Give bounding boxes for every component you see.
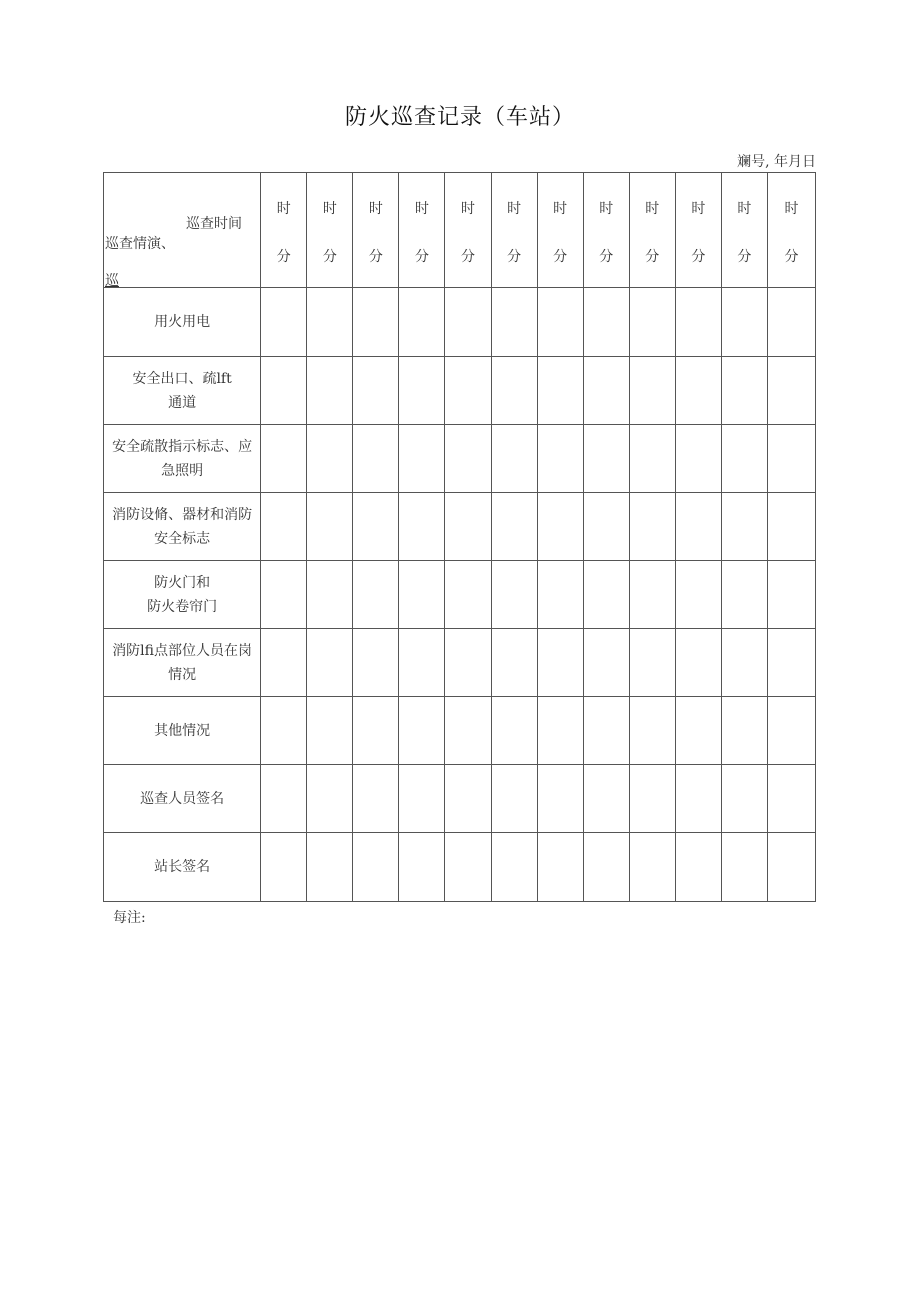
record-entry-cell[interactable] — [307, 561, 353, 629]
time-header-cell — [675, 173, 721, 288]
row-label-cell — [104, 697, 261, 765]
hour-label: 时 — [691, 201, 706, 217]
record-entry-cell[interactable] — [261, 561, 307, 629]
record-entry-cell[interactable] — [537, 833, 583, 902]
record-entry-cell[interactable] — [629, 493, 675, 561]
minute-label: 分 — [414, 249, 429, 265]
record-entry-cell[interactable] — [445, 833, 491, 902]
inspection-underlined-label: 巡 — [105, 273, 119, 289]
record-entry-cell[interactable] — [583, 493, 629, 561]
record-entry-cell[interactable] — [675, 629, 721, 697]
row-label-cell — [104, 629, 261, 697]
record-entry-cell[interactable] — [721, 629, 767, 697]
record-entry-cell[interactable] — [537, 288, 583, 357]
table-row — [104, 765, 816, 833]
time-header-cell — [491, 173, 537, 288]
record-entry-cell[interactable] — [675, 765, 721, 833]
time-header-cell — [537, 173, 583, 288]
table-row — [104, 425, 816, 493]
record-entry-cell[interactable] — [537, 629, 583, 697]
row-label-line: 巡查人员签名 — [140, 790, 225, 807]
record-entry-cell[interactable] — [445, 425, 491, 493]
record-entry-cell[interactable] — [583, 833, 629, 902]
time-header-cell — [307, 173, 353, 288]
record-entry-cell[interactable] — [307, 493, 353, 561]
record-entry-cell[interactable] — [261, 425, 307, 493]
record-entry-cell[interactable] — [537, 493, 583, 561]
time-header-cell — [583, 173, 629, 288]
record-entry-cell[interactable] — [491, 697, 537, 765]
minute-label: 分 — [553, 249, 568, 265]
record-entry-cell[interactable] — [675, 833, 721, 902]
record-entry-cell[interactable] — [307, 697, 353, 765]
table-row — [104, 288, 816, 357]
row-label-cell — [104, 357, 261, 425]
record-entry-cell[interactable] — [353, 765, 399, 833]
record-entry-cell[interactable] — [353, 561, 399, 629]
inspection-item-label: 巡查情演、 — [105, 236, 175, 252]
record-number-date: 斓号, 年月日 — [737, 154, 816, 170]
corner-header-cell — [104, 173, 261, 288]
inspection-table — [103, 172, 816, 902]
record-entry-cell[interactable] — [767, 425, 815, 493]
row-label-cell — [104, 493, 261, 561]
record-entry-cell[interactable] — [767, 765, 815, 833]
hour-label: 时 — [737, 201, 752, 217]
minute-label: 分 — [737, 249, 752, 265]
time-header-cell — [445, 173, 491, 288]
record-entry-cell[interactable] — [583, 561, 629, 629]
table-row — [104, 561, 816, 629]
time-header-cell — [261, 173, 307, 288]
time-header-cell — [721, 173, 767, 288]
record-entry-cell[interactable] — [629, 561, 675, 629]
record-entry-cell[interactable] — [583, 288, 629, 357]
record-entry-cell[interactable] — [445, 357, 491, 425]
record-entry-cell[interactable] — [445, 561, 491, 629]
minute-label: 分 — [461, 249, 475, 265]
minute-label: 分 — [691, 249, 706, 265]
record-entry-cell[interactable] — [491, 561, 537, 629]
row-label-line: 防火卷帘门 — [147, 598, 218, 615]
record-entry-cell[interactable] — [445, 697, 491, 765]
row-label-line: 安全疏散指示标志、应 — [112, 438, 253, 455]
record-entry-cell[interactable] — [675, 493, 721, 561]
record-entry-cell[interactable] — [261, 697, 307, 765]
record-entry-cell[interactable] — [307, 833, 353, 902]
minute-label: 分 — [599, 249, 614, 265]
record-entry-cell[interactable] — [721, 425, 767, 493]
record-entry-cell[interactable] — [353, 357, 399, 425]
record-entry-cell[interactable] — [399, 493, 445, 561]
inspection-time-label: 巡查时间 — [186, 216, 242, 232]
record-entry-cell[interactable] — [537, 561, 583, 629]
row-label-line: 情况 — [168, 666, 197, 683]
row-label-line: 用火用电 — [154, 314, 211, 330]
record-entry-cell[interactable] — [767, 493, 815, 561]
record-entry-cell[interactable] — [721, 288, 767, 357]
record-entry-cell[interactable] — [445, 493, 491, 561]
row-label-line: 通道 — [168, 394, 197, 411]
record-entry-cell[interactable] — [721, 493, 767, 561]
record-entry-cell[interactable] — [491, 629, 537, 697]
time-header-cell — [353, 173, 399, 288]
row-label-line: 站长签名 — [154, 859, 211, 875]
hour-label: 时 — [507, 201, 522, 217]
record-entry-cell[interactable] — [307, 765, 353, 833]
hour-label: 时 — [322, 201, 337, 217]
row-label-cell — [104, 833, 261, 902]
record-entry-cell[interactable] — [629, 765, 675, 833]
record-entry-cell[interactable] — [399, 288, 445, 357]
record-entry-cell[interactable] — [629, 357, 675, 425]
record-entry-cell[interactable] — [721, 765, 767, 833]
hour-label: 时 — [461, 201, 475, 217]
row-label-line: 其他情况 — [154, 722, 211, 739]
minute-label: 分 — [645, 249, 660, 265]
record-entry-cell[interactable] — [445, 629, 491, 697]
record-entry-cell[interactable] — [399, 765, 445, 833]
record-entry-cell[interactable] — [261, 493, 307, 561]
record-entry-cell[interactable] — [353, 833, 399, 902]
record-entry-cell[interactable] — [353, 425, 399, 493]
row-label-line: 急照明 — [161, 462, 204, 479]
record-entry-cell[interactable] — [307, 357, 353, 425]
record-entry-cell[interactable] — [491, 833, 537, 902]
record-entry-cell[interactable] — [491, 425, 537, 493]
hour-label: 时 — [645, 201, 660, 217]
footer-note: 每注: — [113, 910, 146, 926]
hour-label: 时 — [414, 201, 429, 217]
row-label-line: 安全标志 — [154, 530, 211, 547]
header-row — [104, 173, 816, 288]
record-entry-cell[interactable] — [629, 697, 675, 765]
minute-label: 分 — [784, 249, 799, 265]
record-entry-cell[interactable] — [399, 833, 445, 902]
table-row — [104, 357, 816, 425]
record-entry-cell[interactable] — [399, 697, 445, 765]
record-entry-cell[interactable] — [261, 765, 307, 833]
time-header-cell — [629, 173, 675, 288]
record-entry-cell[interactable] — [445, 288, 491, 357]
hour-label: 时 — [599, 201, 614, 217]
record-entry-cell[interactable] — [537, 697, 583, 765]
record-entry-cell[interactable] — [353, 288, 399, 357]
record-entry-cell[interactable] — [491, 493, 537, 561]
table-row — [104, 833, 816, 902]
minute-label: 分 — [507, 249, 522, 265]
minute-label: 分 — [368, 249, 383, 265]
row-label-cell — [104, 288, 261, 357]
record-entry-cell[interactable] — [767, 357, 815, 425]
row-label-line: 消防lfi点部位人员在岗 — [112, 642, 253, 659]
record-entry-cell[interactable] — [307, 629, 353, 697]
row-label-cell — [104, 425, 261, 493]
record-entry-cell[interactable] — [675, 697, 721, 765]
table-row — [104, 629, 816, 697]
record-entry-cell[interactable] — [721, 357, 767, 425]
record-entry-cell[interactable] — [583, 765, 629, 833]
row-label-cell — [104, 765, 261, 833]
row-label-cell — [104, 561, 261, 629]
record-entry-cell[interactable] — [491, 765, 537, 833]
record-entry-cell[interactable] — [261, 629, 307, 697]
record-entry-cell[interactable] — [261, 833, 307, 902]
record-entry-cell[interactable] — [491, 288, 537, 357]
record-entry-cell[interactable] — [767, 697, 815, 765]
record-entry-cell[interactable] — [721, 561, 767, 629]
record-entry-cell[interactable] — [261, 357, 307, 425]
record-entry-cell[interactable] — [537, 357, 583, 425]
row-label-line: 安全出口、疏lft — [132, 370, 232, 387]
record-entry-cell[interactable] — [767, 561, 815, 629]
record-entry-cell[interactable] — [537, 425, 583, 493]
record-entry-cell[interactable] — [629, 629, 675, 697]
record-entry-cell[interactable] — [583, 357, 629, 425]
hour-label: 时 — [553, 201, 568, 217]
record-entry-cell[interactable] — [261, 288, 307, 357]
table-row — [104, 697, 816, 765]
record-entry-cell[interactable] — [307, 425, 353, 493]
row-label-line: 防火门和 — [154, 574, 211, 591]
record-entry-cell[interactable] — [445, 765, 491, 833]
record-entry-cell[interactable] — [353, 629, 399, 697]
minute-label: 分 — [322, 249, 337, 265]
hour-label: 时 — [784, 201, 799, 217]
record-entry-cell[interactable] — [767, 288, 815, 357]
record-entry-cell[interactable] — [583, 629, 629, 697]
record-entry-cell[interactable] — [767, 629, 815, 697]
minute-label: 分 — [276, 249, 291, 265]
time-header-cell — [767, 173, 815, 288]
record-entry-cell[interactable] — [307, 288, 353, 357]
record-entry-cell[interactable] — [399, 629, 445, 697]
record-entry-cell[interactable] — [491, 357, 537, 425]
record-entry-cell[interactable] — [675, 561, 721, 629]
record-entry-cell[interactable] — [721, 697, 767, 765]
hour-label: 时 — [368, 201, 383, 217]
page-title: 防火巡查记录（车站） — [344, 105, 575, 130]
record-entry-cell[interactable] — [537, 765, 583, 833]
row-label-line: 消防设脩、器材和消防 — [112, 506, 253, 523]
record-entry-cell[interactable] — [675, 288, 721, 357]
record-entry-cell[interactable] — [767, 833, 815, 902]
record-entry-cell[interactable] — [629, 833, 675, 902]
record-entry-cell[interactable] — [583, 697, 629, 765]
record-entry-cell[interactable] — [353, 697, 399, 765]
record-entry-cell[interactable] — [675, 357, 721, 425]
record-entry-cell[interactable] — [583, 425, 629, 493]
record-entry-cell[interactable] — [353, 493, 399, 561]
record-entry-cell[interactable] — [399, 561, 445, 629]
record-entry-cell[interactable] — [675, 425, 721, 493]
record-entry-cell[interactable] — [399, 357, 445, 425]
time-header-cell — [399, 173, 445, 288]
record-entry-cell[interactable] — [721, 833, 767, 902]
record-entry-cell[interactable] — [629, 288, 675, 357]
hour-label: 时 — [276, 201, 291, 217]
record-entry-cell[interactable] — [629, 425, 675, 493]
table-row — [104, 493, 816, 561]
record-entry-cell[interactable] — [399, 425, 445, 493]
